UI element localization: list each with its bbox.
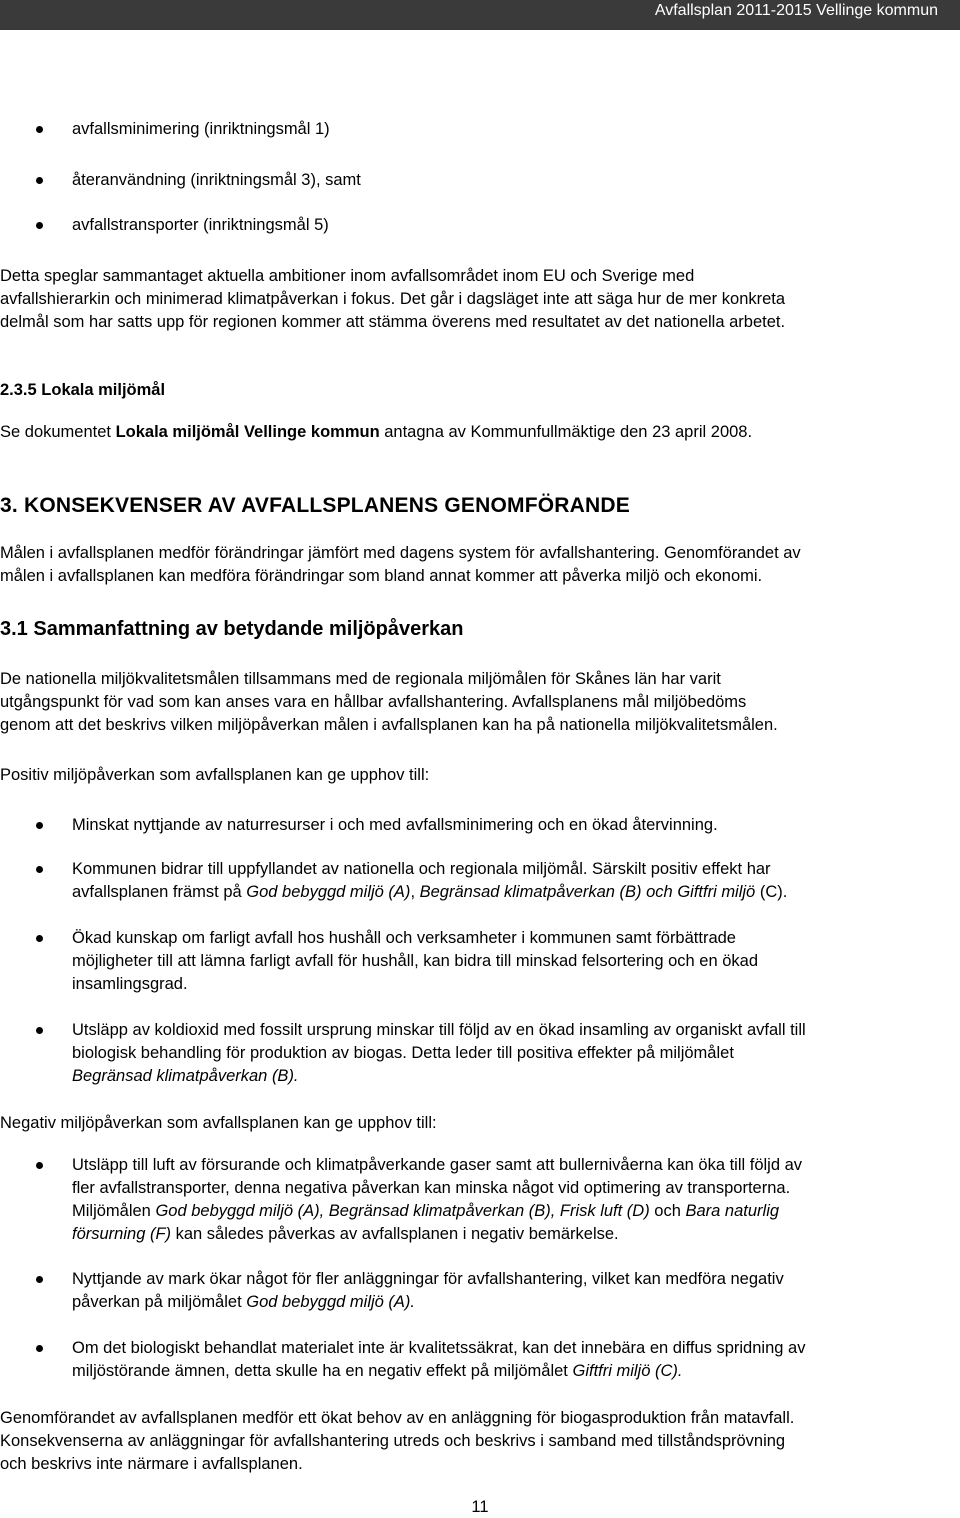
text-run: Miljömålen [72, 1202, 156, 1220]
bullet-icon [36, 1345, 43, 1352]
list-item: Utsläpp av koldioxid med fossilt ursprung minskar till följd av en ökad insamling av organiskt avfall till [72, 1021, 806, 1039]
text-run: antagna av Kommunfullmäktige den 23 april 2008. [379, 423, 753, 441]
list-item: Nyttjande av mark ökar något för fler anläggningar för avfallshantering, vilket kan medföra negativ [72, 1270, 784, 1288]
paragraph-line: Målen i avfallsplanen medför förändringar jämfört med dagens system för avfallshantering. Genomförandet av [0, 544, 801, 562]
paragraph-line: utgångspunkt för vad som kan anses vara en hållbar avfallshantering. Avfallsplanens mål miljöbedöms [0, 693, 747, 711]
text-run: (C). [755, 883, 788, 901]
bullet-icon [36, 822, 43, 829]
text-run: och [649, 1202, 686, 1220]
paragraph-line: Konsekvenserna av anläggningar för avfallshantering utreds och beskrivs i samband med tillståndsprövning [0, 1432, 786, 1450]
goal-name: Bara naturlig [685, 1202, 780, 1220]
paragraph-line: De nationella miljökvalitetsmålen tillsammans med de regionala miljömålen för Skånes län har varit [0, 670, 721, 688]
list-item: Minskat nyttjande av naturresurser i och med avfallsminimering och en ökad återvinning. [72, 816, 718, 834]
goal-name: God bebyggd miljö (A). [246, 1293, 415, 1311]
goal-name: Begränsad klimatpåverkan (B) och Giftfri miljö [419, 883, 756, 901]
document-reference: Lokala miljömål Vellinge kommun [115, 423, 380, 441]
list-item: avfallsminimering (inriktningsmål 1) [72, 120, 330, 138]
bullet-icon [36, 1162, 43, 1169]
text-run: miljöstörande ämnen, detta skulle ha en negativ effekt på miljömålet [72, 1362, 573, 1380]
page-number: 11 [471, 1498, 489, 1516]
paragraph-line: Detta speglar sammantaget aktuella ambitioner inom avfallsområdet inom EU och Sverige med [0, 267, 695, 285]
section-heading-3-1: 3.1 Sammanfattning av betydande miljöpåverkan [0, 618, 464, 640]
goal-name: Giftfri miljö (C). [572, 1362, 683, 1380]
section-heading-2-3-5: 2.3.5 Lokala miljömål [0, 381, 166, 399]
list-item-line [72, 1223, 952, 1246]
bullet-icon [36, 1276, 43, 1283]
paragraph-line: delmål som har satts upp för regionen kommer att stämma överens med resultatet av det nationella arbetet. [0, 313, 786, 331]
list-item: Ökad kunskap om farligt avfall hos hushåll och verksamheter i kommunen samt förbättrade [72, 929, 736, 947]
bullet-icon [36, 1027, 43, 1034]
bullet-icon [36, 935, 43, 942]
bullet-icon [36, 177, 43, 184]
text-run: , [410, 883, 420, 901]
bullet-icon [36, 222, 43, 229]
list-item-line [72, 1291, 952, 1314]
paragraph-line: målen i avfallsplanen kan medföra förändringar som bland annat kommer att påverka miljö och ekonomi. [0, 567, 763, 585]
list-item: Om det biologiskt behandlat materialet inte är kvalitetssäkrat, kan det innebära en diffus spridning av [72, 1339, 806, 1357]
goal-name: God bebyggd miljö (A) [246, 883, 411, 901]
positive-intro: Positiv miljöpåverkan som avfallsplanen kan ge upphov till: [0, 766, 430, 784]
list-item-line: insamlingsgrad. [72, 975, 188, 993]
list-item-line: möjligheter till att lämna farligt avfall för hushåll, kan bidra till minskad felsortering och en ökad [72, 952, 758, 970]
running-header: Avfallsplan 2011-2015 Vellinge kommun [0, 0, 960, 30]
paragraph-line: avfallshierarkin och minimerad klimatpåverkan i fokus. Det går i dagsläget inte att säga hur de mer konkreta [0, 290, 786, 308]
text-run: kan således påverkas av avfallsplanen i negativ bemärkelse. [171, 1225, 619, 1243]
list-item-line [72, 1065, 952, 1088]
list-item-line: fler avfallstransporter, denna negativa påverkan kan minska något vid optimering av transporterna. [72, 1179, 791, 1197]
chapter-heading-3: 3. KONSEKVENSER AV AVFALLSPLANENS GENOMFÖRANDE [0, 494, 630, 517]
list-item: Kommunen bidrar till uppfyllandet av nationella och regionala miljömål. Särskilt positiv effekt har [72, 860, 771, 878]
paragraph-line: Genomförandet av avfallsplanen medför ett ökat behov av en anläggning för biogasproduktion från matavfall. [0, 1409, 795, 1427]
paragraph-line [0, 421, 950, 444]
bullet-icon [36, 866, 43, 873]
list-item: återanvändning (inriktningsmål 3), samt [72, 171, 361, 189]
paragraph-line: genom att det beskrivs vilken miljöpåverkan målen i avfallsplanen kan ha på nationella miljökvalitetsmålen. [0, 716, 778, 734]
text-run: avfallsplanen främst på [72, 883, 247, 901]
goal-name: God bebyggd miljö (A), Begränsad klimatpåverkan (B), Frisk luft (D) [155, 1202, 650, 1220]
text-run: Se dokumentet [0, 423, 116, 441]
goal-name: Begränsad klimatpåverkan (B). [72, 1067, 299, 1085]
paragraph-line: och beskrivs inte närmare i avfallsplanen. [0, 1455, 303, 1473]
list-item-line: biologisk behandling för produktion av biogas. Detta leder till positiva effekter på miljömålet [72, 1044, 734, 1062]
goal-name: försurning (F) [72, 1225, 172, 1243]
list-item-line [72, 881, 952, 904]
list-item: Utsläpp till luft av försurande och klimatpåverkande gaser samt att bullernivåerna kan öka till följd av [72, 1156, 803, 1174]
list-item-line [72, 1200, 952, 1223]
list-item: avfallstransporter (inriktningsmål 5) [72, 216, 329, 234]
text-run: påverkan på miljömålet [72, 1293, 247, 1311]
list-item-line [72, 1360, 952, 1383]
bullet-icon [36, 126, 43, 133]
negative-intro: Negativ miljöpåverkan som avfallsplanen kan ge upphov till: [0, 1114, 437, 1132]
